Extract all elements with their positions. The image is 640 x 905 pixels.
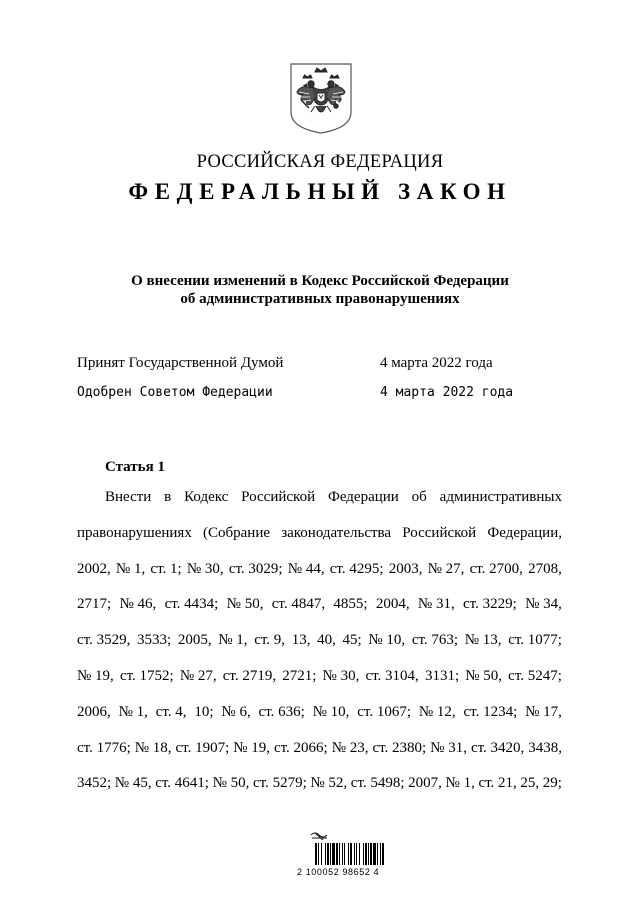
paragraph-word: ст. 5498;: [350, 775, 405, 792]
paragraph-word: № 1,: [218, 632, 248, 649]
paragraph-word: № 45,: [114, 775, 152, 792]
paragraph-word: ст. 2066;: [273, 739, 328, 756]
paragraph-word: Внести: [105, 489, 152, 505]
paragraph-word: 3131;: [424, 667, 460, 684]
paragraph-word: 2002,: [77, 560, 111, 577]
coat-of-arms-icon: [289, 62, 353, 134]
paragraph-word: 2004,: [375, 596, 410, 613]
paragraph-word: № 18,: [134, 739, 172, 756]
paragraph-word: ст. 3229;: [463, 596, 517, 613]
paragraph-word: № 50,: [226, 596, 264, 613]
paragraph-word: 45;: [342, 632, 362, 649]
article-heading: Статья 1: [105, 459, 165, 475]
paragraph-word: № 1,: [118, 703, 148, 720]
paragraph-word: правонарушениях: [77, 524, 192, 541]
paragraph-word: ст. 4641;: [155, 775, 209, 792]
paragraph-word: законодательства: [281, 524, 392, 541]
paragraph-word: № 50,: [465, 667, 503, 684]
paragraph-word: 2003,: [388, 560, 423, 577]
paragraph-word: в: [164, 489, 172, 505]
paragraph-word: ст. 1907;: [175, 739, 230, 756]
paragraph-word: 4855;: [333, 596, 368, 613]
paragraph-word: № 6,: [221, 703, 251, 720]
paragraph-word: № 19,: [77, 667, 114, 684]
paragraph-word: ст. 763;: [411, 632, 459, 649]
paragraph-word: № 23,: [331, 739, 369, 756]
paragraph-word: № 30,: [322, 667, 360, 684]
paragraph-word: ст. 2700,: [469, 560, 523, 577]
paragraph-word: ст. 636;: [258, 703, 305, 720]
paragraph-word: Российской: [402, 524, 477, 541]
paragraph-word: ст. 1077;: [508, 632, 562, 649]
paragraph-word: № 13,: [464, 632, 502, 649]
paragraph-word: ст. 4434;: [164, 596, 219, 613]
paragraph-line: [77, 523, 562, 559]
paragraph-line: [77, 666, 562, 702]
paragraph-word: ст. 2719,: [222, 667, 277, 684]
paragraph-word: 3438,: [528, 739, 562, 756]
paragraph-word: № 12,: [418, 703, 456, 720]
paragraph-word: 29;: [542, 775, 562, 792]
paragraph-word: № 27,: [179, 667, 217, 684]
paragraph-word: Федерации: [327, 489, 399, 505]
paragraph-word: 2717;: [77, 596, 112, 613]
paragraph-word: ст. 9,: [254, 632, 286, 649]
barcode-number: 2 100052 98652 4: [297, 867, 380, 877]
paragraph-word: № 1,: [445, 775, 475, 792]
paragraph-word: № 52,: [310, 775, 348, 792]
paragraph-word: ст. 4,: [155, 703, 187, 720]
paragraph-word: 13,: [291, 632, 311, 649]
paragraph-word: 2721;: [282, 667, 317, 684]
paragraph-word: административных: [439, 489, 562, 505]
paragraph-word: ст. 3104,: [365, 667, 419, 684]
paragraph-word: (Собрание: [203, 524, 271, 541]
paragraph-line: [77, 630, 562, 666]
paragraph-word: № 50,: [212, 775, 250, 792]
paragraph-word: № 31,: [430, 739, 467, 756]
paragraph-word: 25,: [520, 775, 540, 792]
paragraph-word: ст. 1;: [150, 560, 182, 577]
adoption-date: 4 марта 2022 года: [380, 355, 493, 371]
paragraph-word: Российской: [241, 489, 316, 505]
paragraph-word: 2006,: [77, 703, 111, 720]
paragraph-word: 2005,: [177, 632, 212, 649]
paragraph-line: [77, 559, 562, 595]
paragraph-word: № 34,: [525, 596, 562, 613]
paragraph-word: Кодекс: [184, 489, 229, 505]
paragraph-word: ст. 1234;: [463, 703, 518, 720]
paragraph-word: № 27,: [427, 560, 465, 577]
paragraph-word: 3533;: [137, 632, 172, 649]
adoption-date: 4 марта 2022 года: [380, 385, 514, 400]
country-heading: РОССИЙСКАЯ ФЕДЕРАЦИЯ: [196, 152, 444, 172]
paragraph-word: № 1,: [115, 560, 146, 577]
paragraph-word: 2007,: [408, 775, 442, 792]
paragraph-word: ст. 1752;: [119, 667, 174, 684]
document-type-heading: ФЕДЕРАЛЬНЫЙ ЗАКОН: [128, 179, 512, 204]
paragraph-word: ст. 3529,: [77, 632, 131, 649]
paragraph-word: 40,: [317, 632, 336, 649]
paragraph-line: [77, 594, 562, 630]
law-title-line-1: О внесении изменений в Кодекс Российской Федерации: [131, 273, 509, 289]
article-paragraph: [77, 487, 562, 809]
paragraph-line: [77, 773, 562, 809]
paragraph-word: ст. 2380;: [372, 739, 427, 756]
paragraph-word: № 46,: [119, 596, 157, 613]
adoption-label: Принят Государственной Думой: [77, 355, 284, 371]
paragraph-word: № 30,: [186, 560, 224, 577]
paragraph-word: № 17,: [525, 703, 562, 720]
paragraph-word: ст. 3420,: [470, 739, 525, 756]
paragraph-word: 2708,: [528, 560, 562, 577]
paragraph-word: ст. 4847,: [271, 596, 326, 613]
paragraph-word: № 10,: [312, 703, 350, 720]
barcode-icon: [315, 843, 384, 865]
paragraph-word: ст. 3029;: [228, 560, 283, 577]
paragraph-word: № 44,: [287, 560, 325, 577]
paragraph-word: № 31,: [417, 596, 455, 613]
paragraph-word: ст. 5247;: [508, 667, 562, 684]
paragraph-word: 3452;: [77, 775, 112, 792]
paragraph-word: Федерации,: [487, 524, 562, 541]
paragraph-word: 10;: [194, 703, 214, 720]
paragraph-word: № 10,: [368, 632, 406, 649]
law-title: [0, 272, 640, 308]
paragraph-line: [77, 487, 562, 523]
paragraph-word: № 19,: [233, 739, 271, 756]
paragraph-word: ст. 1776;: [77, 739, 131, 756]
paragraph-line: [77, 738, 562, 774]
paragraph-word: ст. 4295;: [329, 560, 384, 577]
paragraph-line: [77, 702, 562, 738]
paragraph-word: ст. 5279;: [253, 775, 307, 792]
adoption-label: Одобрен Советом Федерации: [77, 385, 273, 400]
paragraph-word: ст. 21,: [478, 775, 517, 792]
law-title-line-2: об административных правонарушениях: [180, 291, 460, 307]
paragraph-word: ст. 1067;: [357, 703, 412, 720]
paragraph-word: об: [411, 489, 427, 505]
